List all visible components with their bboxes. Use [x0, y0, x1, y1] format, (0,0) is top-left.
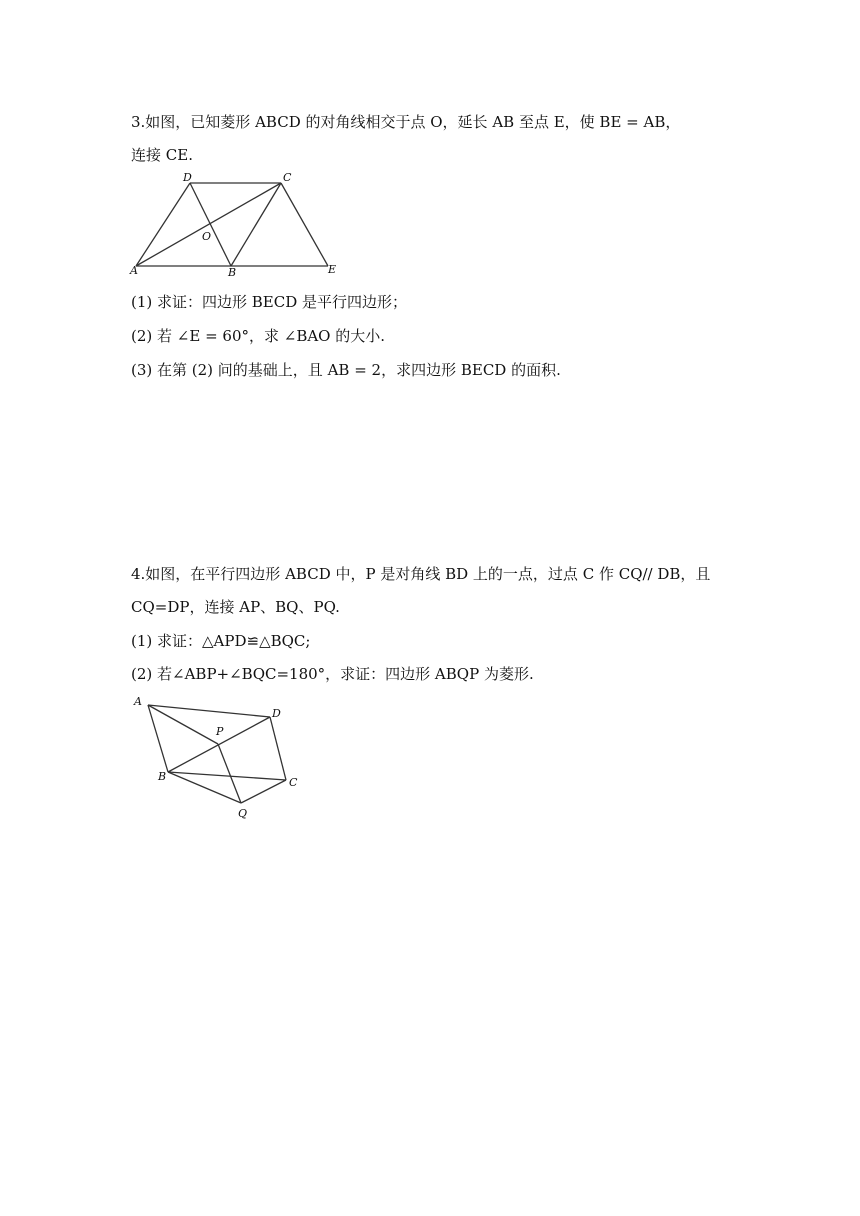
problem3-figure-lines	[136, 183, 328, 266]
problem3-statement-line1: 3.如图，已知菱形 ABCD 的对角线相交于点 O，延长 AB 至点 E，使 BE = AB，	[131, 113, 681, 131]
point-label-Q: Q	[238, 807, 248, 820]
problem4-figure	[128, 690, 318, 825]
point-label-C: C	[289, 776, 298, 789]
problem4-question-2: (2) 若∠ABP+∠BQC=180°，求证：四边形 ABQP 为菱形.	[131, 665, 534, 683]
point-label-E: E	[328, 263, 337, 276]
point-label-A: A	[130, 264, 138, 277]
diagonal-BD	[190, 183, 231, 266]
segment-BC	[231, 183, 281, 266]
problem4-statement-line1: 4.如图，在平行四边形 ABCD 中，P 是对角线 BD 上的一点，过点 C 作 CQ// DB，且	[131, 565, 711, 583]
point-label-C: C	[283, 171, 292, 184]
point-label-D: D	[183, 171, 192, 184]
problem3-question-3: (3) 在第 (2) 问的基础上，且 AB = 2，求四边形 BECD 的面积.	[131, 361, 561, 379]
segment-CE	[281, 183, 328, 266]
segment-AD	[136, 183, 190, 266]
segment-BC	[168, 772, 286, 780]
problem4-figure-lines	[148, 705, 286, 803]
problem4-question-1: (1) 求证：△APD≌△BQC;	[131, 632, 311, 650]
problem4-statement-line2: CQ=DP，连接 AP、BQ、PQ.	[131, 598, 340, 616]
diagonal-AC	[136, 183, 281, 266]
problem3-figure	[128, 170, 348, 280]
problem3-question-2: (2) 若 ∠E = 60°，求 ∠BAO 的大小.	[131, 327, 386, 345]
point-label-B: B	[228, 266, 237, 279]
point-label-O: O	[202, 230, 212, 243]
problem3-question-1: (1) 求证：四边形 BECD 是平行四边形；	[131, 293, 408, 311]
point-label-D: D	[272, 707, 281, 720]
point-label-A: A	[134, 695, 142, 708]
point-label-B: B	[158, 770, 167, 783]
problem3-statement-line2: 连接 CE.	[131, 146, 193, 164]
point-label-P: P	[216, 725, 224, 738]
segment-CQ	[241, 780, 286, 803]
segment-DC	[270, 717, 286, 780]
